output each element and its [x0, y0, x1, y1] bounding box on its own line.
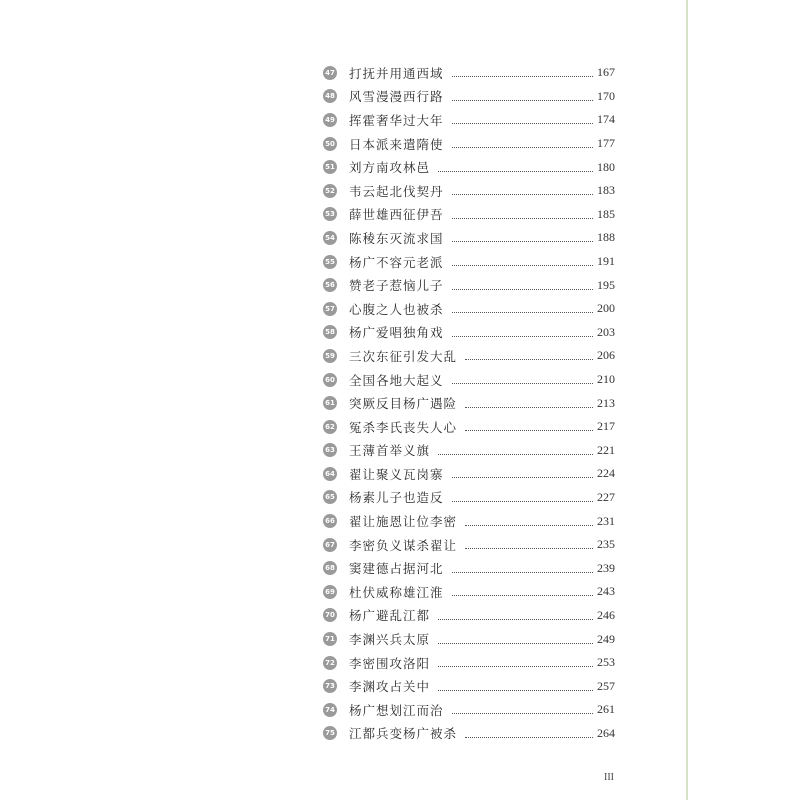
page-number: 217: [597, 419, 615, 434]
page-number: 174: [597, 112, 615, 127]
chapter-title: 翟让施恩让位李密: [349, 514, 458, 530]
chapter-title: 心腹之人也被杀: [349, 301, 444, 317]
chapter-number-badge: 75: [323, 726, 337, 740]
dot-leader: [452, 336, 593, 337]
page-folio: III: [604, 772, 614, 783]
chapter-number-badge: 57: [323, 302, 337, 316]
page-number: 243: [597, 584, 615, 599]
chapter-number-badge: 60: [323, 373, 337, 387]
page-number: 183: [597, 183, 615, 198]
chapter-title: 全国各地大起义: [349, 372, 444, 388]
dot-leader: [465, 737, 593, 738]
page-number: 227: [597, 489, 615, 504]
chapter-title: 打抚并用通西域: [349, 65, 444, 81]
page-number: 206: [597, 348, 615, 363]
dot-leader: [452, 595, 593, 596]
page-number: 210: [597, 372, 615, 387]
dot-leader: [438, 171, 593, 172]
chapter-number-badge: 51: [323, 160, 337, 174]
chapter-title: 李密负义谋杀翟让: [349, 537, 458, 553]
chapter-number-badge: 48: [323, 89, 337, 103]
chapter-number-badge: 54: [323, 231, 337, 245]
chapter-title: 刘方南攻林邑: [349, 160, 431, 176]
page-number: 191: [597, 254, 615, 269]
dot-leader: [452, 713, 593, 714]
chapter-title: 突厥反目杨广遇险: [349, 396, 458, 412]
chapter-number-badge: 72: [323, 656, 337, 670]
dot-leader: [452, 218, 593, 219]
toc-entry[interactable]: [323, 155, 615, 179]
toc-entry[interactable]: [323, 344, 615, 368]
page-number: 188: [597, 230, 615, 245]
chapter-number-badge: 59: [323, 349, 337, 363]
table-of-contents: [323, 61, 615, 745]
chapter-number-badge: 52: [323, 184, 337, 198]
toc-entry[interactable]: [323, 179, 615, 203]
page-number: 264: [597, 725, 615, 740]
chapter-title: 杨广想划江而治: [349, 702, 444, 718]
page-number: 180: [597, 159, 615, 174]
chapter-title: 冤杀李氏丧失人心: [349, 419, 458, 435]
toc-entry[interactable]: [323, 509, 615, 533]
chapter-number-badge: 53: [323, 207, 337, 221]
dot-leader: [465, 430, 593, 431]
chapter-title: 杜伏威称雄江淮: [349, 584, 444, 600]
chapter-title: 王薄首举义旗: [349, 443, 431, 459]
page-number: 224: [597, 466, 615, 481]
chapter-title: 江都兵变杨广被杀: [349, 726, 458, 742]
page-number: 261: [597, 702, 615, 717]
chapter-number-badge: 61: [323, 396, 337, 410]
chapter-number-badge: 55: [323, 255, 337, 269]
chapter-number-badge: 73: [323, 679, 337, 693]
page-edge-line: [686, 0, 688, 800]
dot-leader: [452, 501, 593, 502]
chapter-title: 风雪漫漫西行路: [349, 89, 444, 105]
page-number: 257: [597, 678, 615, 693]
chapter-number-badge: 74: [323, 703, 337, 717]
page-number: 239: [597, 560, 615, 575]
toc-entry[interactable]: [323, 250, 615, 274]
page-number: 235: [597, 537, 615, 552]
toc-entry[interactable]: [323, 580, 615, 604]
chapter-title: 李渊攻占关中: [349, 679, 431, 695]
chapter-number-badge: 67: [323, 538, 337, 552]
dot-leader: [452, 194, 593, 195]
dot-leader: [452, 289, 593, 290]
dot-leader: [438, 619, 593, 620]
toc-entry[interactable]: [323, 61, 615, 85]
chapter-number-badge: 64: [323, 467, 337, 481]
dot-leader: [452, 265, 593, 266]
dot-leader: [452, 477, 593, 478]
chapter-title: 日本派来遣隋使: [349, 136, 444, 152]
chapter-title: 杨广爱唱独角戏: [349, 325, 444, 341]
toc-entry[interactable]: [323, 321, 615, 345]
page-number: 167: [597, 65, 615, 80]
chapter-number-badge: 70: [323, 608, 337, 622]
dot-leader: [438, 454, 593, 455]
chapter-title: 赞老子惹恼儿子: [349, 278, 444, 294]
toc-entry[interactable]: [323, 627, 615, 651]
page-number: 231: [597, 513, 615, 528]
chapter-title: 陈稜东灭流求国: [349, 230, 444, 246]
toc-entry[interactable]: [323, 132, 615, 156]
dot-leader: [438, 666, 593, 667]
chapter-title: 薛世雄西征伊吾: [349, 207, 444, 223]
toc-entry[interactable]: [323, 226, 615, 250]
dot-leader: [452, 383, 593, 384]
chapter-number-badge: 69: [323, 585, 337, 599]
chapter-title: 李渊兴兵太原: [349, 632, 431, 648]
page-number: 213: [597, 395, 615, 410]
toc-entry[interactable]: [323, 273, 615, 297]
toc-entry[interactable]: [323, 722, 615, 746]
dot-leader: [452, 241, 593, 242]
chapter-number-badge: 58: [323, 325, 337, 339]
dot-leader: [465, 525, 593, 526]
chapter-number-badge: 50: [323, 137, 337, 151]
page-number: 195: [597, 277, 615, 292]
page-number: 221: [597, 442, 615, 457]
toc-entry[interactable]: [323, 391, 615, 415]
toc-entry[interactable]: [323, 533, 615, 557]
chapter-number-badge: 47: [323, 66, 337, 80]
toc-entry[interactable]: [323, 203, 615, 227]
dot-leader: [465, 548, 593, 549]
toc-entry[interactable]: [323, 674, 615, 698]
chapter-number-badge: 62: [323, 420, 337, 434]
dot-leader: [438, 643, 593, 644]
dot-leader: [452, 312, 593, 313]
chapter-title: 李密围攻洛阳: [349, 655, 431, 671]
page-margin: [689, 0, 800, 800]
toc-entry[interactable]: [323, 297, 615, 321]
chapter-number-badge: 63: [323, 443, 337, 457]
toc-entry[interactable]: [323, 108, 615, 132]
toc-entry[interactable]: [323, 439, 615, 463]
page-number: 246: [597, 607, 615, 622]
chapter-number-badge: 71: [323, 632, 337, 646]
toc-entry[interactable]: [323, 651, 615, 675]
dot-leader: [465, 359, 593, 360]
chapter-number-badge: 56: [323, 278, 337, 292]
dot-leader: [465, 407, 593, 408]
page-number: 185: [597, 206, 615, 221]
page-number: 200: [597, 301, 615, 316]
toc-entry[interactable]: [323, 462, 615, 486]
chapter-title: 挥霍奢华过大年: [349, 112, 444, 128]
page-number: 170: [597, 88, 615, 103]
chapter-number-badge: 65: [323, 490, 337, 504]
toc-entry[interactable]: [323, 415, 615, 439]
chapter-title: 杨广避乱江都: [349, 608, 431, 624]
toc-entry[interactable]: [323, 85, 615, 109]
dot-leader: [452, 147, 593, 148]
chapter-title: 韦云起北伐契丹: [349, 183, 444, 199]
chapter-title: 翟让聚义瓦岗寨: [349, 466, 444, 482]
toc-entry[interactable]: [323, 486, 615, 510]
toc-entry[interactable]: [323, 698, 615, 722]
chapter-number-badge: 49: [323, 113, 337, 127]
chapter-title: 杨广不容元老派: [349, 254, 444, 270]
chapter-number-badge: 68: [323, 561, 337, 575]
chapter-number-badge: 66: [323, 514, 337, 528]
toc-entry[interactable]: [323, 556, 615, 580]
chapter-title: 杨素儿子也造反: [349, 490, 444, 506]
chapter-title: 窦建德占据河北: [349, 561, 444, 577]
page-number: 177: [597, 136, 615, 151]
toc-entry[interactable]: [323, 604, 615, 628]
page-number: 249: [597, 631, 615, 646]
dot-leader: [452, 123, 593, 124]
dot-leader: [452, 100, 593, 101]
page-number: 203: [597, 324, 615, 339]
chapter-title: 三次东征引发大乱: [349, 348, 458, 364]
dot-leader: [452, 572, 593, 573]
page-number: 253: [597, 655, 615, 670]
dot-leader: [452, 76, 593, 77]
toc-entry[interactable]: [323, 368, 615, 392]
dot-leader: [438, 690, 593, 691]
